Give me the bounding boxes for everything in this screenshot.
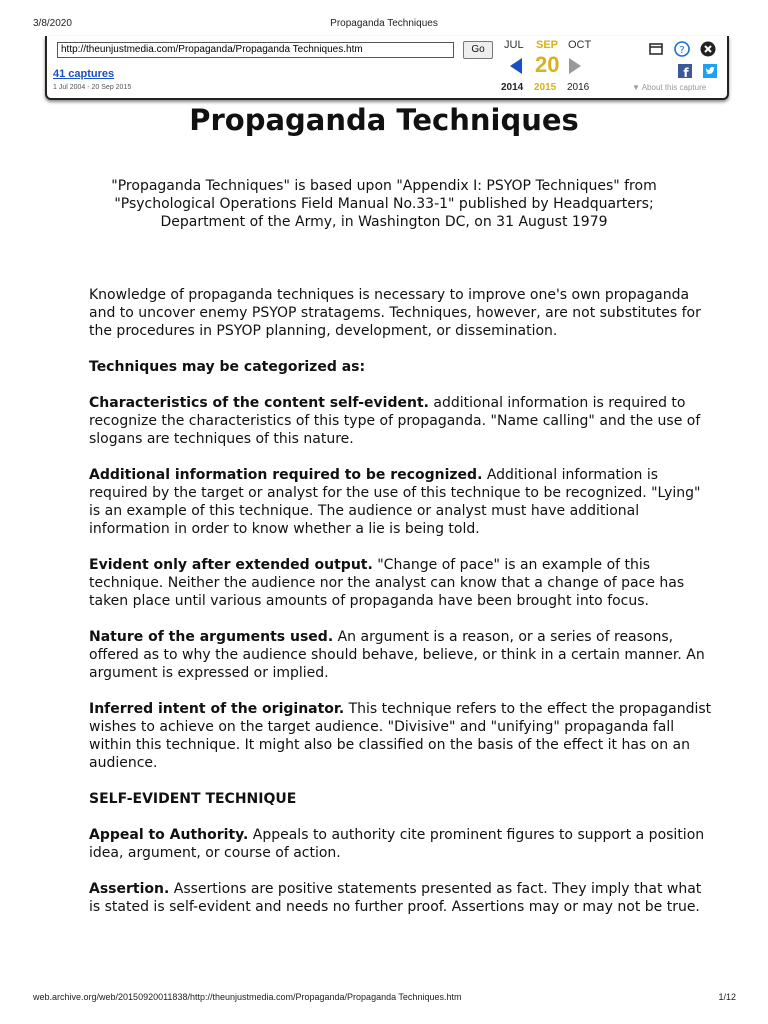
section-heading <box>89 790 714 808</box>
page-title: Propaganda Techniques <box>189 103 579 137</box>
categorized-heading-text: Techniques may be categorized as: <box>89 359 366 375</box>
wayback-url-input[interactable]: http://theunjustmedia.com/Propaganda/Propaganda Techniques.htm <box>57 42 454 58</box>
technique-paragraph <box>89 826 714 862</box>
capture-day: 20 <box>535 52 560 77</box>
technique-term: Appeal to Authority. <box>89 827 249 843</box>
prev-capture-arrow-icon[interactable] <box>510 58 522 74</box>
technique-text: Assertions are positive statements presented as fact. They imply that what is stated is self-evident and needs no further proof. Assertions may or may not be true. <box>89 881 702 915</box>
document-body <box>89 286 714 934</box>
technique-text: An argument is a reason, or a series of reasons, offered as to why the audience should behave, believe, or think in a certain manner. An argument is expressed or implied. <box>89 629 705 681</box>
go-button[interactable]: Go <box>463 41 493 59</box>
window-icon[interactable] <box>648 42 664 58</box>
technique-term: Nature of the arguments used. <box>89 629 334 645</box>
about-capture-link[interactable]: ▼ About this capture <box>632 83 707 92</box>
technique-paragraph <box>89 628 714 682</box>
page-number: 1/12 <box>718 992 736 1002</box>
print-footer <box>0 990 768 1006</box>
month-current: SEP <box>536 39 559 51</box>
technique-term: Evident only after extended output. <box>89 557 373 573</box>
section-heading-text: SELF-EVIDENT TECHNIQUE <box>89 791 297 807</box>
captures-link[interactable]: 41 captures <box>53 68 115 80</box>
technique-paragraph <box>89 466 714 538</box>
about-capture-label: About this capture <box>641 83 707 92</box>
month-prev[interactable]: JUL <box>504 39 524 51</box>
categorized-heading <box>89 358 714 376</box>
svg-text:f: f <box>683 66 689 78</box>
wayback-toolbar <box>45 36 729 100</box>
technique-paragraph <box>89 880 714 916</box>
facebook-icon[interactable] <box>677 64 693 80</box>
technique-term: Inferred intent of the originator. <box>89 701 345 717</box>
svg-text:?: ? <box>679 45 685 56</box>
help-icon[interactable] <box>674 41 690 57</box>
technique-term: Additional information required to be recognized. <box>89 467 483 483</box>
technique-term: Assertion. <box>89 881 170 897</box>
technique-paragraph <box>89 556 714 610</box>
print-date: 3/8/2020 <box>33 18 72 29</box>
year-current: 2015 <box>534 82 557 93</box>
intro-paragraph: Knowledge of propaganda techniques is necessary to improve one's own propaganda and to uncover enemy PSYOP stratagems. Techniques, however, are not substitutes for the procedures in PSYOP planning, development, or dissemination. <box>89 287 701 339</box>
technique-text: Appeals to authority cite prominent figures to support a position idea, argument, or course of action. <box>89 827 705 861</box>
footer-url: web.archive.org/web/20150920011838/http://theunjustmedia.com/Propaganda/Propaganda Techniques.htm <box>33 992 462 1002</box>
technique-text: additional information is required to recognize the characteristics of this type of propaganda. "Name calling" and the use of slogans are techniques of this nature. <box>89 395 701 447</box>
source-note: "Propaganda Techniques" is based upon "Appendix I: PSYOP Techniques" from "Psychological Operations Field Manual No.33-1" published by Headquarters; Department of the Army, in Washington DC, on 31 August 1979 <box>111 178 657 230</box>
next-capture-arrow-icon[interactable] <box>569 58 581 74</box>
technique-text: "Change of pace" is an example of this technique. Neither the audience nor the analyst can know that a change of pace has taken place until various amounts of propaganda have been brought into focus. <box>89 557 685 609</box>
month-next[interactable]: OCT <box>568 39 592 51</box>
technique-text: This technique refers to the effect the propagandist wishes to achieve on the target audience. "Divisive" and "unifying" propaganda fall within this technique. It might also be classified on the basis of the effect it has on an audience. <box>89 701 712 771</box>
twitter-icon[interactable] <box>702 64 718 80</box>
capture-range: 1 Jul 2004 - 20 Sep 2015 <box>53 84 132 91</box>
print-title: Propaganda Techniques <box>330 18 438 29</box>
technique-paragraph <box>89 394 714 448</box>
technique-paragraph <box>89 700 714 772</box>
technique-term: Characteristics of the content self-evident. <box>89 395 429 411</box>
year-next[interactable]: 2016 <box>567 82 590 93</box>
print-header <box>0 16 768 32</box>
year-prev[interactable]: 2014 <box>501 82 524 93</box>
close-icon[interactable] <box>700 41 716 57</box>
technique-text: Additional information is required by the target or analyst for the use of this technique to be recognized. "Lying" is an example of this technique. The audience or analyst must have additional information in order to know whether a lie is being told. <box>89 467 701 537</box>
